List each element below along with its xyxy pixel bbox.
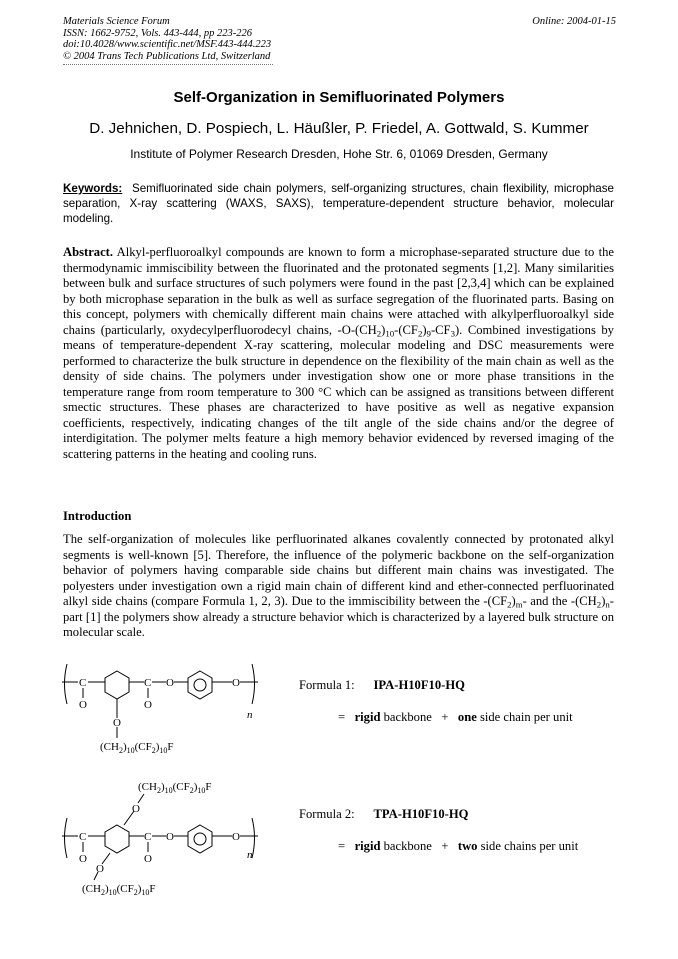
formula-2-side-chain-top: $(CH_2)_{10}(CF_2)_{10}F$ <box>138 781 212 795</box>
online-date: Online: 2004-01-15 <box>532 16 616 27</box>
formula-1-rigid: rigid <box>354 710 381 724</box>
formula-2-atom: O <box>79 853 87 865</box>
formula-2-atom: C <box>144 831 152 843</box>
formula-2-backbone: backbone <box>383 839 432 853</box>
subscript: 2 <box>507 599 512 610</box>
subscript: 10 <box>385 328 395 339</box>
abstract-text-5: -CF <box>430 322 451 337</box>
formula-1-backbone: backbone <box>383 710 432 724</box>
abstract-text-4: ) <box>422 322 427 337</box>
formula-1-atom: O <box>79 699 87 711</box>
subscript: 2 <box>596 599 602 610</box>
formula-2-structure <box>60 776 280 898</box>
abstract-text-6: ). Combined investigations by means of temperature-dependent X-ray scattering, molecular modeling and DSC measurements were performed to characterize the bulk structure in dependence on the flexibility of the main chain as well as the density of side chains. The polymers under investigation show one or more phase transitions in the temperature range from room temperature to 300 °C which can be assigned as transitions between different smectic structures. These phases are characterized to have positive as well as negative expansion coefficients, respectively, indicating changes of the tilt angle of the side chains and/or the degree of interdigitation. The polymer melts feature a high memory behavior evidenced by reversed imaging of the scattering patterns in the heating and cooling runs. <box>63 322 614 461</box>
formula-1-name: IPA-H10F10-HQ <box>373 678 465 692</box>
intro-text-2: ) <box>511 594 516 608</box>
formula-2-atom: C <box>79 831 87 843</box>
header-cut-line <box>63 63 273 66</box>
formula-1-side-chains: side chain per unit <box>479 710 573 724</box>
formula-2-side-chains: side chains per unit <box>480 839 579 853</box>
subscript: m <box>515 599 523 610</box>
plus-sign: + <box>441 710 449 724</box>
intro-text-1: The self-organization of molecules like perfluorinated alkanes covalently connected by protonated alkyl segments is well-known [5]. Therefore, the influence of the polymeric backbone on the self-organization behavior of polymers having comparable side chains but different main chains was investigated. The polyesters under investigation own a rigid main chain of different kind and ether-connected perfluorinated alkyl side chains (compare Formula 1, 2, 3). Due to the immiscibility between the -(CF <box>63 532 614 608</box>
formula-1-label-text: Formula 1: <box>299 678 355 692</box>
formula-1-subscript-n: n <box>247 709 253 721</box>
formula-2-side-chain-bottom: $(CH_2)_{10}(CF_2)_{10}F$ <box>82 883 156 897</box>
keywords-text: Semifluorinated side chain polymers, self-organizing structures, chain flexibility, microphase separation, X-ray scattering (WAXS, SAXS), temperature-dependent structure behavior, molecular modeling. <box>63 182 614 225</box>
subscript: 3 <box>450 328 455 339</box>
journal-header <box>63 16 271 62</box>
subscript: 2 <box>417 328 423 339</box>
formula-2-rigid: rigid <box>354 839 381 853</box>
intro-text-5: - part [1] the polymers show already a structure behavior which is characterized by a layered bulk structure on molecular scale. <box>63 594 614 639</box>
formula-2-description <box>338 839 578 854</box>
introduction-heading: Introduction <box>63 509 132 523</box>
abstract-text-3: -(CF <box>394 322 418 337</box>
keywords-paragraph <box>63 181 614 226</box>
keywords-label: Keywords: <box>63 182 123 195</box>
formula-2-atom: O <box>132 803 140 815</box>
formula-1-atom: C <box>144 677 152 689</box>
formula-1-atom: O <box>113 717 121 729</box>
formula-1-atom: O <box>144 699 152 711</box>
equals-sign: = <box>338 710 346 724</box>
formula-1-description <box>338 710 573 725</box>
subscript: n <box>605 599 610 610</box>
abstract-label: Abstract. <box>63 245 114 259</box>
abstract-paragraph <box>63 245 614 462</box>
formula-2-label-text: Formula 2: <box>299 807 355 821</box>
abstract-text-1: Alkyl-perfluoroalkyl compounds are known to form a microphase-separated structure due to the thermodynamic immiscibility between the fluorinated and the protonated segments [1,2]. Many similarities between bulk and surface structures of such polymers were found in the past [2,3,4] which can be explained by both microphase separation in the bulk as well as surface segregation of the fluorinated parts. Basing on this concept, polymers with chemically different main chains were attached with alkylperfluoroalkyl side chains (particularly, oxydecylperfluorodecyl chains, -O-(CH <box>63 245 614 337</box>
subscript: 2 <box>376 328 382 339</box>
subscript: 9 <box>426 328 431 339</box>
journal-name: Materials Science Forum <box>63 16 170 27</box>
formula-1-atom: O <box>232 677 240 689</box>
formula-2-atom: O <box>232 831 240 843</box>
paper-title: Self-Organization in Semifluorinated Polymers <box>173 89 505 106</box>
equals-sign: = <box>338 839 346 853</box>
abstract-text-2: ) <box>381 322 386 337</box>
intro-text-3: - and the -(CH <box>522 594 597 608</box>
formula-2-atom: O <box>166 831 174 843</box>
formula-2-atom: O <box>96 863 104 875</box>
formula-1-side-chain: $(CH_2)_{10}(CF_2)_{10}F$ <box>100 741 174 755</box>
formula-1-count: one <box>457 710 477 724</box>
formula-2-atom: O <box>144 853 152 865</box>
formula-1-atom: O <box>166 677 174 689</box>
authors: D. Jehnichen, D. Pospiech, L. Häußler, P. Friedel, A. Gottwald, S. Kummer <box>89 120 589 137</box>
formula-1-structure <box>60 662 280 762</box>
doi-line[interactable]: doi:10.4028/www.scientific.net/MSF.443-444.223 <box>63 39 272 51</box>
copyright-line: © 2004 Trans Tech Publications Ltd, Switzerland <box>63 50 271 62</box>
affiliation: Institute of Polymer Research Dresden, Hohe Str. 6, 01069 Dresden, Germany <box>130 147 548 161</box>
formula-2-name: TPA-H10F10-HQ <box>373 807 469 821</box>
intro-text-4: ) <box>601 594 606 608</box>
issn-line: ISSN: 1662-9752, Vols. 443-444, pp 223-226 <box>63 27 252 39</box>
formula-2-subscript-n: n <box>247 849 253 861</box>
formula-1-atom: C <box>79 677 87 689</box>
formula-2-label <box>299 807 468 822</box>
introduction-paragraph <box>63 532 614 641</box>
plus-sign: + <box>441 839 449 853</box>
formula-1-label <box>299 678 465 693</box>
formula-2-count: two <box>457 839 478 853</box>
